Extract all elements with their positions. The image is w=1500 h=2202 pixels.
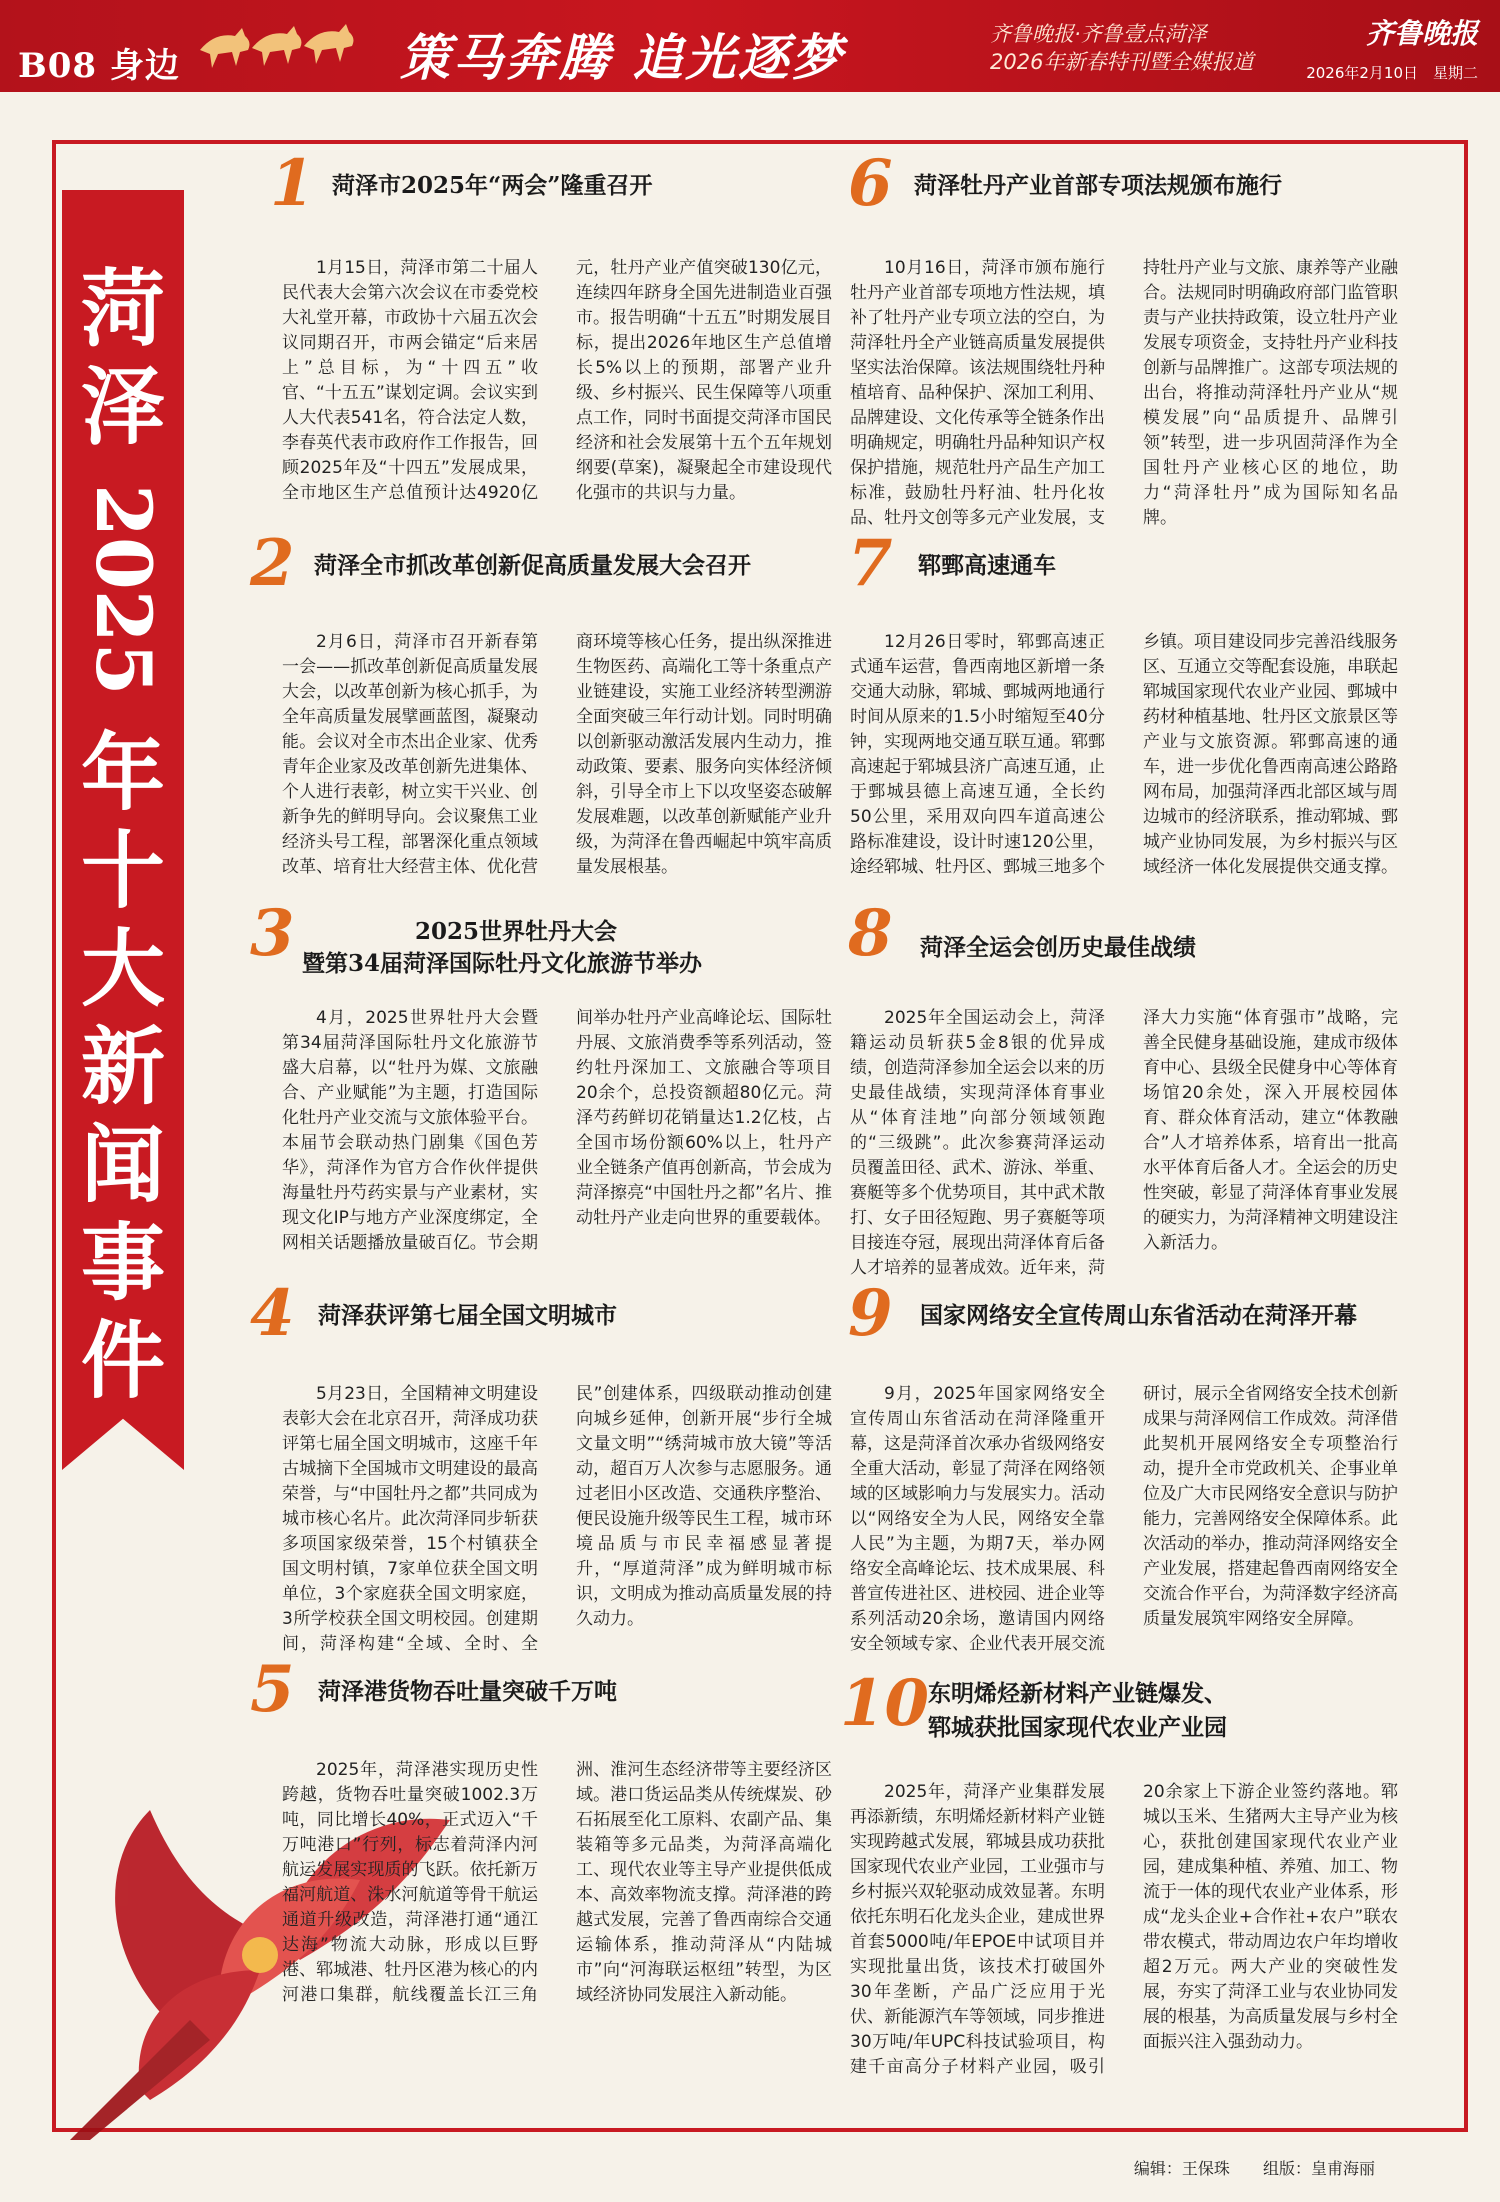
header-banner xyxy=(0,0,1500,92)
story-headline-line2: 暨第34届菏泽国际牡丹文化旅游节举办 xyxy=(302,950,703,977)
story-number: 9 xyxy=(848,1276,893,1351)
galloping-horses-icon xyxy=(190,10,360,80)
story-text: 9月，2025年国家网络安全宣传周山东省活动在菏泽隆重开幕，这是菏泽首次承办省级网络安全重大活动，彰显了菏泽在网络领域的区域影响力与发展实力。活动以“网络安全为人民，网络安全靠人民”为主题，为期7天，举办网络安全高峰论坛、技术成果展、科普宣传进社区、进校园、进企业等系列活动20余场，邀请国内网络安全领域专家、企业代表开展交流研讨，展示全省网络安全技术创新成果与菏泽网信工作成效。菏泽借此契机开展网络安全专项整治行动，提升全市党政机关、企事业单位及广大市民网络安全意识与防护能力，完善网络安全保障体系。此次活动的举办，推动菏泽网络安全产业发展，搭建起鲁西南网络安全交流合作平台，为菏泽数字经济高质量发展筑牢网络安全屏障。 xyxy=(850,1384,1398,1654)
publisher-line-1: 齐鲁晚报·齐鲁壹点菏泽 xyxy=(990,22,1207,46)
story-headline: 国家网络安全宣传周山东省活动在菏泽开幕 xyxy=(920,1302,1357,1329)
story-text: 2025年全国运动会上，菏泽籍运动员斩获5金8银的优异成绩，创造菏泽参加全运会以来的历史最佳战绩，实现菏泽体育事业从“体育洼地”向部分领域领跑的“三级跳”。此次参赛菏泽运动员覆盖田径、武术、游泳、举重、赛艇等多个优势项目，其中武术散打、女子田径短跑、男子赛艇等项目接连夺冠，展现出菏泽体育后备人才培养的显著成效。近年来，菏泽大力实施“体育强市”战略，完善全民健身基础设施，建成市级体育中心、县级全民健身中心等体育场馆20余处，深入开展校园体育、群众体育活动，建立“体教融合”人才培养体系，培育出一批高水平体育后备人才。全运会的历史性突破，彰显了菏泽体育事业发展的硬实力，为菏泽精神文明建设注入新活力。 xyxy=(850,1008,1398,1278)
story-headline-line2: 郓城获批国家现代农业产业园 xyxy=(928,1714,1227,1741)
story-headline: 东明烯烃新材料产业链爆发、 xyxy=(928,1680,1227,1707)
page-code: B08 身边 xyxy=(18,46,180,86)
story-number: 3 xyxy=(250,896,295,971)
story-text: 2025年，菏泽港实现历史性跨越，货物吞吐量突破1002.3万吨，同比增长40%，正式迈入“千万吨港口”行列，标志着菏泽内河航运发展实现质的飞跃。依托新万福河航道、洙水河航道等骨干航运通道升级改造，菏泽港打通“通江达海”物流大动脉，形成以巨野港、郓城港、牡丹区港为核心的内河港口集群，航线覆盖长江三角洲、淮河生态经济带等主要经济区域。港口货运品类从传统煤炭、砂石拓展至化工原料、农副产品、集装箱等多元品类，为菏泽高端化工、现代农业等主导产业提供低成本、高效率物流支撑。菏泽港的跨越式发展，完善了鲁西南综合交通运输体系，推动菏泽从“内陆城市”向“河海联运枢纽”转型，为区域经济协同发展注入新动能。 xyxy=(282,1760,832,2005)
story-text: 10月16日，菏泽市颁布施行牡丹产业首部专项地方性法规，填补了牡丹产业专项立法的空白，为菏泽牡丹全产业链高质量发展提供坚实法治保障。该法规围绕牡丹种植培育、品种保护、深加工利用、品牌建设、文化传承等全链条作出明确规定，明确牡丹品种知识产权保护措施，规范牡丹产品生产加工标准，鼓励牡丹籽油、牡丹化妆品、牡丹文创等多元产业发展，支持牡丹产业与文旅、康养等产业融合。法规同时明确政府部门监管职责与产业扶持政策，设立牡丹产业发展专项资金，支持牡丹产业科技创新与品牌推广。这部专项法规的出台，将推动菏泽牡丹产业从“规模发展”向“品质提升、品牌引领”转型，进一步巩固菏泽作为全国牡丹产业核心区的地位，助力“菏泽牡丹”成为国际知名品牌。 xyxy=(850,258,1398,528)
story-body xyxy=(850,1780,1398,2080)
story-body xyxy=(282,256,832,686)
designer-credit: 组版：皇甫海丽 xyxy=(1262,2159,1375,2178)
story-headline: 郓鄄高速通车 xyxy=(918,552,1056,579)
feature-title-part1: 菏泽 xyxy=(80,259,165,456)
story-text: 5月23日，全国精神文明建设表彰大会在北京召开，菏泽成功获评第七届全国文明城市，这座千年古城摘下全国城市文明建设的最高荣誉，与“中国牡丹之都”共同成为城市核心名片。此次菏泽同步斩获多项国家级荣誉，15个村镇获全国文明村镇，7家单位获全国文明单位，3个家庭获全国文明家庭，3所学校获全国文明校园。创建期间，菏泽构建“全域、全时、全民”创建体系，四级联动推动创建向城乡延伸，创新开展“步行全城 文量文明”“绣菏城市放大镜”等活动，超百万人次参与志愿服务。通过老旧小区改造、交通秩序整治、便民设施升级等民生工程，城市环境品质与市民幸福感显著提升，“厚道菏泽”成为鲜明城市标识，文明成为推动高质量发展的持久动力。 xyxy=(282,1384,832,1654)
story-headline: 菏泽牡丹产业首部专项法规颁布施行 xyxy=(914,172,1282,199)
story-headline: 菏泽港货物吞吐量突破千万吨 xyxy=(318,1678,617,1705)
story-text: 4月，2025世界牡丹大会暨第34届菏泽国际牡丹文化旅游节盛大启幕，以“牡丹为媒、文旅融合、产业赋能”为主题，打造国际化牡丹产业交流与文旅体验平台。本届节会联动热门剧集《国色芳华》，菏泽作为官方合作伙伴提供海量牡丹芍药实景与产业素材，实现文化IP与地方产业深度绑定，全网相关话题播放量破百亿。节会期间举办牡丹产业高峰论坛、国际牡丹展、文旅消费季等系列活动，签约牡丹深加工、文旅融合等项目20余个，总投资额超80亿元。菏泽芍药鲜切花销量达1.2亿枝，占全国市场份额60%以上，牡丹产业全链条产值再创新高，节会成为菏泽擦亮“中国牡丹之都”名片、推动牡丹产业走向世界的重要载体。 xyxy=(282,1008,832,1253)
story-text: 2月6日，菏泽市召开新春第一会——抓改革创新促高质量发展大会，以改革创新为核心抓手，为全年高质量发展擘画蓝图，凝聚动能。会议对全市杰出企业家、优秀青年企业家及改革创新先进集体、个人进行表彰，树立实干兴业、创新争先的鲜明导向。会议聚焦工业经济头号工程，部署深化重点领域改革、培育壮大经营主体、优化营商环境等核心任务，提出纵深推进生物医药、高端化工等十条重点产业链建设，实施工业经济转型溯游全面突破三年行动计划。同时明确以创新驱动激活发展内生动力，推动政策、要素、服务向实体经济倾斜，引导全市上下以攻坚姿态破解发展难题，以改革创新赋能产业升级，为菏泽在鲁西崛起中筑牢高质量发展根基。 xyxy=(282,632,832,877)
story-body xyxy=(850,630,1398,960)
publisher-line-2: 2026年新春特刊暨全媒报道 xyxy=(990,50,1254,74)
newspaper-brand: 齐鲁晚报 xyxy=(1365,17,1478,50)
story-headline: 菏泽获评第七届全国文明城市 xyxy=(318,1302,617,1329)
story-headline: 菏泽全运会创历史最佳战绩 xyxy=(920,934,1196,961)
story-text: 2025年，菏泽产业集群发展再添新绩，东明烯烃新材料产业链实现跨越式发展，郓城县成功获批国家现代农业产业园，工业强市与乡村振兴双轮驱动成效显著。东明依托东明石化龙头企业，建成世界首套5000吨/年EPOE中试项目并实现批量出货，该技术打破国外30年垄断，产品广泛应用于光伏、新能源汽车等领域，同步推进30万吨/年UPC科技试验项目，构建千亩高分子材料产业园，吸引20余家上下游企业签约落地。郓城以玉米、生猪两大主导产业为核心，获批创建国家现代农业产业园，建成集种植、养殖、加工、物流于一体的现代农业产业体系，形成“龙头企业+合作社+农户”联农带农模式，带动周边农户年均增收超2万元。两大产业的突破性发展，夯实了菏泽工业与农业协同发展的根基，为高质量发展与乡村全面振兴注入强劲动力。 xyxy=(850,1782,1398,2077)
story-headline: 菏泽全市抓改革创新促高质量发展大会召开 xyxy=(314,552,751,579)
story-number: 1 xyxy=(270,146,315,221)
banner-slogan: 策马奔腾 追光逐梦 xyxy=(400,29,845,87)
story-number: 8 xyxy=(848,896,893,971)
story-number: 5 xyxy=(250,1652,295,1727)
story-text: 12月26日零时，郓鄄高速正式通车运营，鲁西南地区新增一条交通大动脉，郓城、鄄城两地通行时间从原来的1.5小时缩短至40分钟，实现两地交通互联互通。郓鄄高速起于郓城县济广高速互通，止于鄄城县德上高速互通，全长约50公里，采用双向四车道高速公路标准建设，设计时速120公里，途经郓城、牡丹区、鄄城三地多个乡镇。项目建设同步完善沿线服务区、互通立交等配套设施，串联起郓城国家现代农业产业园、鄄城中药材种植基地、牡丹区文旅景区等产业与文旅资源。郓鄄高速的通车，进一步优化鲁西南高速公路路网布局，加强菏泽西北部区域与周边城市的经济联系，推动郓城、鄄城产业协同发展，为乡村振兴与区域经济一体化发展提供交通支撑。 xyxy=(850,632,1398,877)
story-number: 6 xyxy=(848,146,893,221)
story-headline: 菏泽市2025年“两会”隆重召开 xyxy=(332,172,653,199)
story-body xyxy=(850,256,1398,686)
publisher-info xyxy=(990,20,1253,76)
story-number: 10 xyxy=(840,1666,930,1741)
story-body xyxy=(282,1006,832,1336)
page-credits xyxy=(1106,2156,1375,2179)
feature-title xyxy=(62,260,184,1410)
story-body xyxy=(282,1758,832,2088)
editor-credit: 编辑：王保珠 xyxy=(1133,2159,1230,2178)
story-body xyxy=(282,630,832,960)
story-headline: 2025世界牡丹大会 xyxy=(415,918,618,945)
feature-title-year: 2025 xyxy=(79,484,168,696)
story-number: 2 xyxy=(250,526,295,601)
issue-date: 2026年2月10日 星期二 xyxy=(1306,64,1478,82)
story-number: 7 xyxy=(848,526,893,601)
story-text: 1月15日，菏泽市第二十届人民代表大会第六次会议在市委党校大礼堂开幕，市政协十六届五次会议同期召开，市两会锚定“后来居上”总目标，为“十四五”收官、“十五五”谋划定调。会议实到人大代表541名，符合法定人数，李春英代表市政府作工作报告，回顾2025年及“十四五”发展成果，全市地区生产总值预计达4920亿元，牡丹产业产值突破130亿元，连续四年跻身全国先进制造业百强市。报告明确“十五五”时期发展目标，提出2026年地区生产总值增长5%以上的预期，部署产业升级、乡村振兴、民生保障等八项重点工作，同时书面提交菏泽市国民经济和社会发展第十五个五年规划纲要(草案)，凝聚起全市建设现代化强市的共识与力量。 xyxy=(282,258,832,503)
feature-title-part2: 年十大新闻事件 xyxy=(80,723,165,1410)
story-number: 4 xyxy=(250,1276,295,1351)
